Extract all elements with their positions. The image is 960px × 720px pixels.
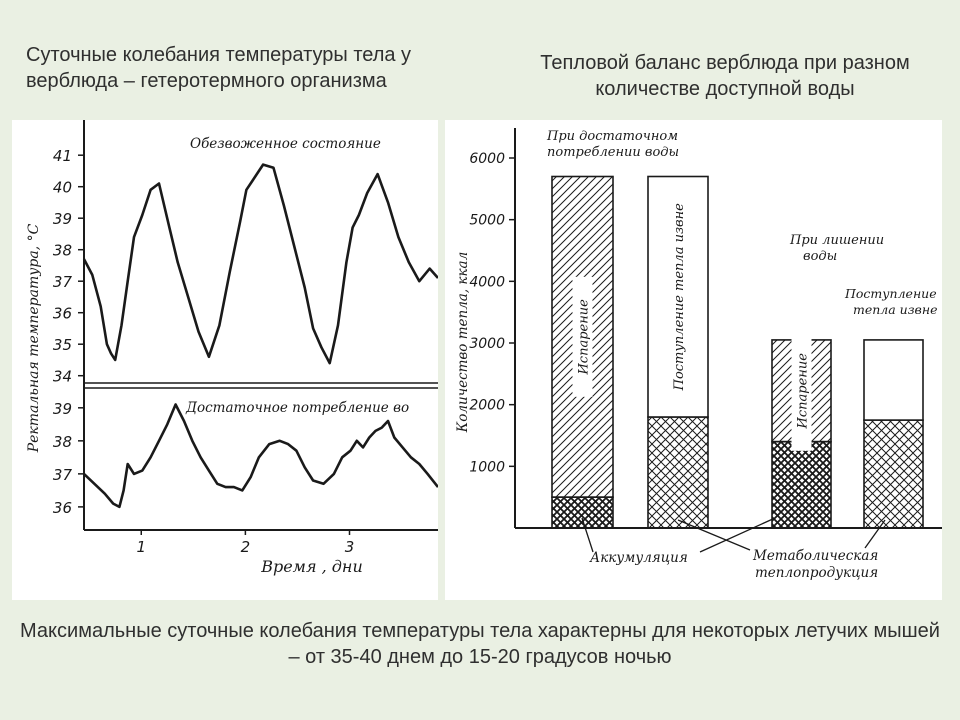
bar-base-segment bbox=[648, 417, 708, 528]
bar-base-segment bbox=[772, 442, 831, 528]
callout-label: тепла извне bbox=[853, 302, 938, 317]
y-tick-label: 34 bbox=[52, 367, 72, 386]
y-axis-label: Ректальная температура, °C bbox=[26, 223, 42, 453]
left-chart-caption: Суточные колебания температуры тела у верблюда – гетеротермного организма bbox=[26, 44, 412, 92]
x-tick-label: 3 bbox=[344, 538, 355, 556]
y-tick-label: 3000 bbox=[469, 336, 505, 352]
callout-label: Аккумуляция bbox=[590, 550, 688, 566]
bar-top-segment bbox=[864, 340, 923, 420]
y-tick-label: 39 bbox=[52, 210, 72, 229]
y-tick-label: 36 bbox=[52, 498, 72, 517]
y-tick-label: 37 bbox=[52, 465, 72, 484]
heat-balance-chart bbox=[445, 120, 942, 600]
x-tick-label: 1 bbox=[136, 538, 147, 556]
temperature-series-line bbox=[84, 405, 438, 507]
y-tick-label: 36 bbox=[52, 304, 72, 323]
y-tick-label: 4000 bbox=[469, 274, 505, 291]
bar-segment-label: Испарение bbox=[576, 299, 592, 375]
y-axis-label: Количество тепла, ккал bbox=[455, 251, 471, 433]
y-tick-label: 5000 bbox=[469, 212, 505, 229]
bar-segment-label: Испарение bbox=[795, 353, 811, 429]
y-tick-label: 37 bbox=[52, 273, 72, 292]
bar-base-segment bbox=[864, 420, 923, 528]
group-label: потреблении воды bbox=[547, 145, 680, 160]
group-label: воды bbox=[803, 249, 838, 264]
callout-label: Поступление bbox=[845, 286, 937, 301]
y-tick-label: 41 bbox=[52, 147, 72, 166]
y-tick-label: 2000 bbox=[469, 397, 505, 414]
group-label: При лишении bbox=[790, 233, 885, 248]
bottom-caption: Максимальные суточные колебания температуры тела характерны для некоторых летучих мышей – от 35-40 днем до 15-20 градусов ночью bbox=[20, 620, 940, 668]
x-axis-label: Время , дни bbox=[261, 557, 363, 576]
bar-base-segment bbox=[552, 497, 613, 528]
panel-label: Достаточное потребление во bbox=[186, 400, 410, 416]
panel-label: Обезвоженное состояние bbox=[190, 136, 381, 152]
right-chart-caption: Тепловой баланс верблюда при разном количестве доступной воды bbox=[540, 52, 910, 100]
callout-label: теплопродукция bbox=[755, 565, 879, 581]
y-tick-label: 35 bbox=[52, 336, 72, 355]
temperature-chart-panel bbox=[12, 120, 438, 600]
y-tick-label: 40 bbox=[52, 178, 72, 197]
y-tick-label: 39 bbox=[52, 399, 72, 418]
heat-balance-chart-panel bbox=[445, 120, 942, 600]
bar-segment-label: Поступление тепла извне bbox=[672, 203, 687, 391]
y-tick-label: 38 bbox=[52, 241, 72, 260]
y-tick-label: 1000 bbox=[469, 459, 505, 476]
y-tick-label: 6000 bbox=[469, 151, 505, 167]
group-label: При достаточном bbox=[547, 129, 678, 144]
x-tick-label: 2 bbox=[240, 538, 251, 556]
temperature-series-line bbox=[84, 165, 438, 364]
y-tick-label: 38 bbox=[52, 432, 72, 451]
callout-leader bbox=[700, 518, 775, 552]
temperature-chart bbox=[12, 120, 438, 600]
callout-label: Метаболическая bbox=[753, 548, 879, 564]
